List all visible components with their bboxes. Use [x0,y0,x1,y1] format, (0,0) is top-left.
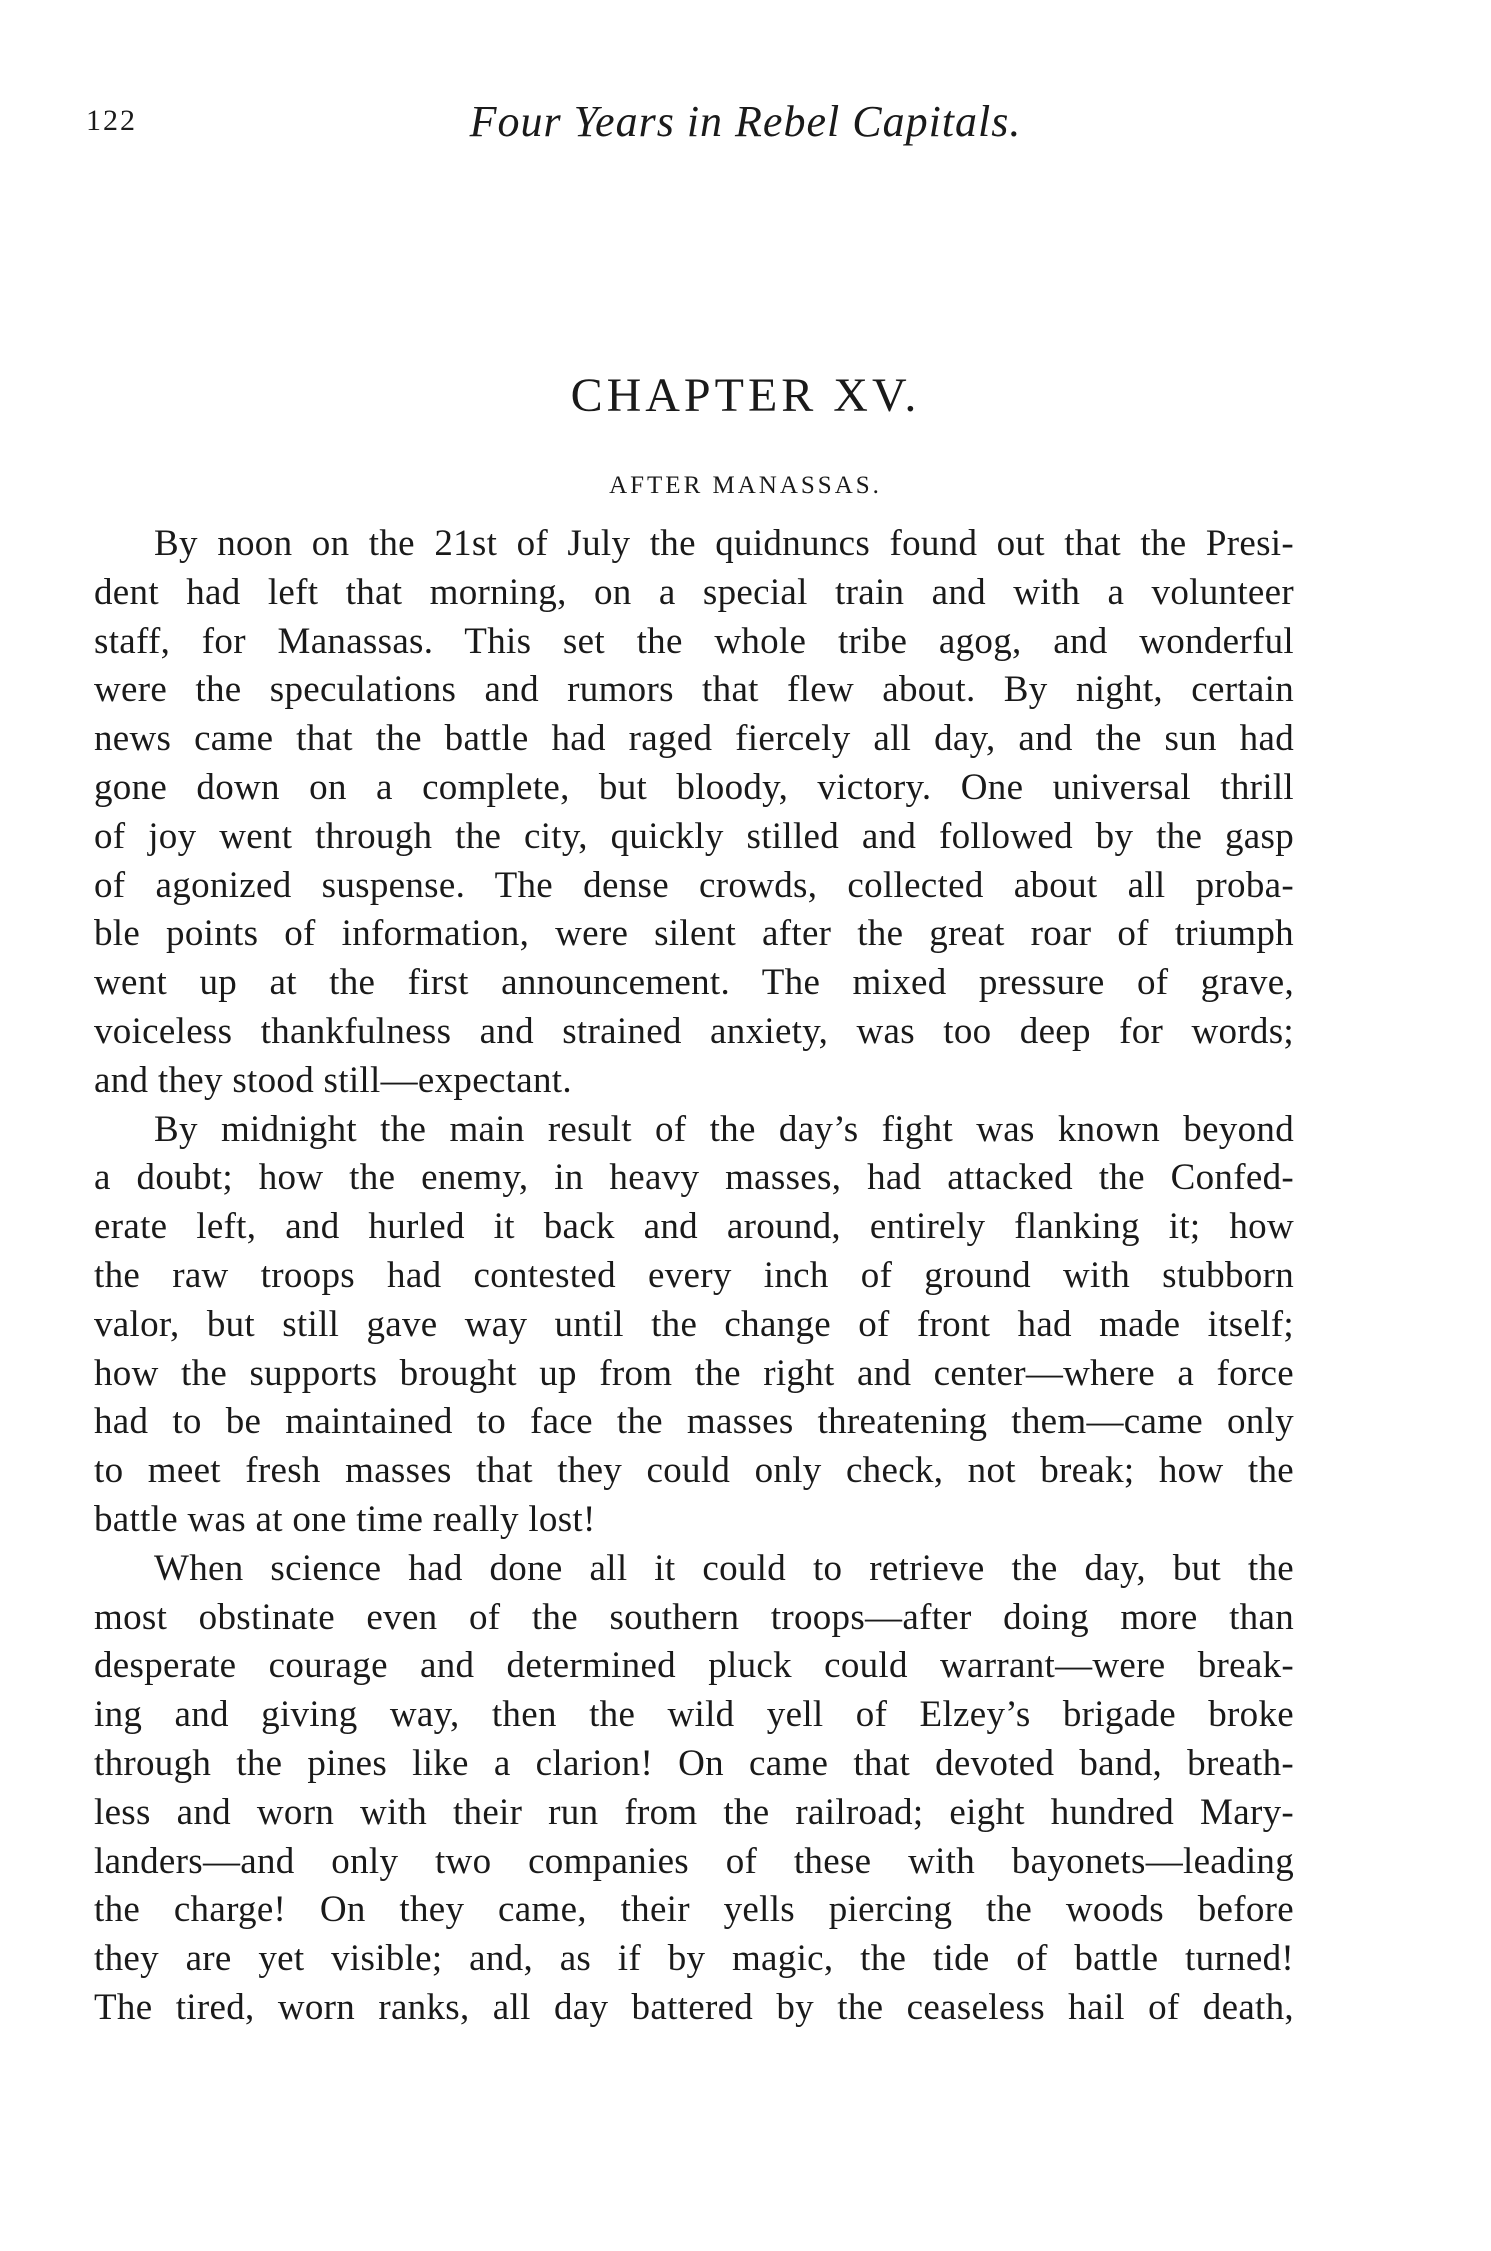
text-line: staff, for Manassas. This set the whole tribe agog, and wonderful [94,620,1294,662]
text-line: landers—and only two companies of these with bayonets—leading [94,1840,1294,1882]
text-line: through the pines like a clarion! On came that devoted band, breath- [94,1742,1294,1784]
text-line: dent had left that morning, on a special train and with a volunteer [94,571,1294,613]
text-line: battle was at one time really lost! [94,1498,596,1540]
text-line: gone down on a complete, but bloody, victory. One universal thrill [94,766,1294,808]
text-line: ble points of information, were silent after the great roar of triumph [94,913,1294,955]
text-line: went up at the first announcement. The mixed pressure of grave, [94,962,1294,1004]
text-line: how the supports brought up from the right and center—where a force [94,1352,1294,1394]
text-line: the raw troops had contested every inch of ground with stubborn [94,1254,1294,1296]
text-line: were the speculations and rumors that flew about. By night, certain [94,669,1294,711]
text-line: to meet fresh masses that they could only check, not break; how the [94,1450,1294,1492]
text-line: By noon on the 21st of July the quidnuncs found out that the Presi- [154,523,1294,564]
text-line: of agonized suspense. The dense crowds, collected about all proba- [94,864,1294,906]
running-head: Four Years in Rebel Capitals. [469,97,1022,146]
body-text [94,520,1294,2033]
text-line: By midnight the main result of the day’s fight was known beyond [154,1108,1294,1150]
text-line: of joy went through the city, quickly stilled and followed by the gasp [94,815,1294,857]
text-line: desperate courage and determined pluck could warrant—were break- [94,1645,1294,1687]
text-line: they are yet visible; and, as if by magic, the tide of battle turned! [94,1938,1294,1980]
text-line: and they stood still—expectant. [94,1059,572,1101]
text-line: voiceless thankfulness and strained anxiety, was too deep for words; [94,1010,1294,1052]
text-line: ing and giving way, then the wild yell of Elzey’s brigade broke [94,1694,1294,1736]
text-line: When science had done all it could to retrieve the day, but the [154,1547,1294,1589]
page-number: 122 [86,104,137,137]
text-line: valor, but still gave way until the change of front had made itself; [94,1303,1294,1345]
chapter-title: CHAPTER XV. [570,369,921,422]
text-line: news came that the battle had raged fiercely all day, and the sun had [94,718,1294,760]
text-line: erate left, and hurled it back and around, entirely flanking it; how [94,1206,1294,1248]
text-line: less and worn with their run from the railroad; eight hundred Mary- [94,1791,1294,1833]
chapter-subtitle: AFTER MANASSAS. [609,472,882,499]
text-line: the charge! On they came, their yells piercing the woods before [94,1889,1294,1931]
text-line: The tired, worn ranks, all day battered by the ceaseless hail of death, [94,1986,1294,2028]
text-line: most obstinate even of the southern troops—after doing more than [94,1596,1294,1638]
text-line: a doubt; how the enemy, in heavy masses, had attacked the Confed- [94,1157,1294,1199]
text-line: had to be maintained to face the masses threatening them—came only [94,1401,1294,1443]
